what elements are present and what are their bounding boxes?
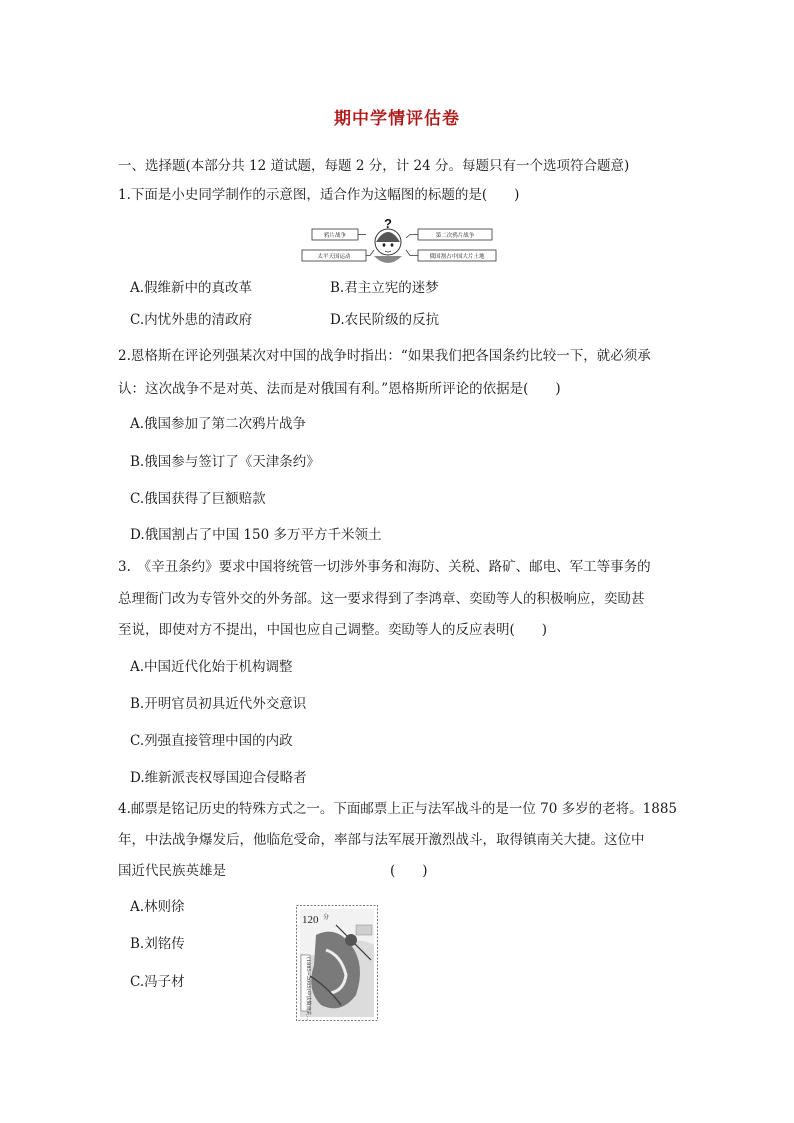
question-3-stem-line-3: 至说，即使对方不提出，中国也应自己调整。奕劻等人的反应表明( ) [118,622,548,638]
question-3-stem-line-1: 3. 《辛丑条约》要求中国将统管一切涉外事务和海防、关税、路矿、邮电、军工等事务的 [118,559,651,575]
question-1-diagram [300,216,498,266]
question-2-stem-line-2: 认：这次战争不是对英、法而是对俄国有利。”恩格斯所评论的依据是( ) [118,381,561,397]
question-4-stem-line-3: 国近代民族英雄是 [118,863,226,879]
q1-option-b: B.君主立宪的迷梦 [330,280,439,296]
q1-option-a: A.假维新中的真改革 [130,280,253,296]
stamp-denomination: 120 [302,914,319,926]
question-4-answer-bracket: ( ) [390,863,428,879]
diagram-label-left-top: 鸦片战争 [323,233,347,239]
diagram-label-left-bottom: 太平天国运动 [317,254,351,260]
page-title: 期中学情评估卷 [334,109,460,129]
question-4-stem-line-2: 年，中法战争爆发后，他临危受命，率部与法军展开激烈战斗，取得镇南关大捷。这位中 [118,832,645,848]
q3-option-a: A.中国近代化始于机构调整 [130,659,293,675]
stamp-side-caption: (1885~2005)中法镇南关... [305,957,311,1021]
question-2-stem-line-1: 2.恩格斯在评论列强某次对中国的战争时指出：“如果我们把各国条约比较一下，就必须承 [118,348,651,364]
q2-option-a: A.俄国参加了第二次鸦片战争 [130,416,307,432]
q4-option-c: C.冯子材 [130,974,185,990]
q3-option-b: B.开明官员初具近代外交意识 [130,696,307,712]
q2-option-c: C.俄国获得了巨额赔款 [130,491,266,507]
diagram-label-right-bottom: 俄国割占中国大片土地 [429,254,485,260]
question-4-stem-line-1: 4.邮票是铭记历史的特殊方式之一。下面邮票上正与法军战斗的是一位 70 多岁的老将。1885 [118,801,677,817]
question-mark-icon: ? [384,216,392,231]
q2-option-b: B.俄国参与签订了《天津条约》 [130,454,320,470]
q1-option-d: D.农民阶级的反抗 [330,312,440,328]
cartoon-figure-icon [374,229,402,263]
section-header: 一、选择题(本部分共 12 道试题，每题 2 分，计 24 分。每题只有一个选项符合题意) [118,158,630,174]
q3-option-c: C.列强直接管理中国的内政 [130,733,293,749]
q2-option-d: D.俄国割占了中国 150 多万平方千米领土 [130,527,382,543]
q1-option-c: C.内忧外患的清政府 [130,312,253,328]
question-3-stem-line-2: 总理衙门改为专管外交的外务部。这一要求得到了李鸿章、奕劻等人的积极响应，奕劻甚 [118,591,645,607]
postage-stamp-image [296,905,378,1021]
question-1-stem: 1.下面是小史同学制作的示意图，适合作为这幅图的标题的是( ) [118,187,520,203]
q4-option-b: B.刘铭传 [130,936,185,952]
q4-option-a: A.林则徐 [130,899,185,915]
stamp-denomination-unit: 分 [323,914,330,921]
diagram-label-right-top: 第二次鸦片战争 [435,233,475,239]
q3-option-d: D.维新派丧权辱国迎合侵略者 [130,770,307,786]
